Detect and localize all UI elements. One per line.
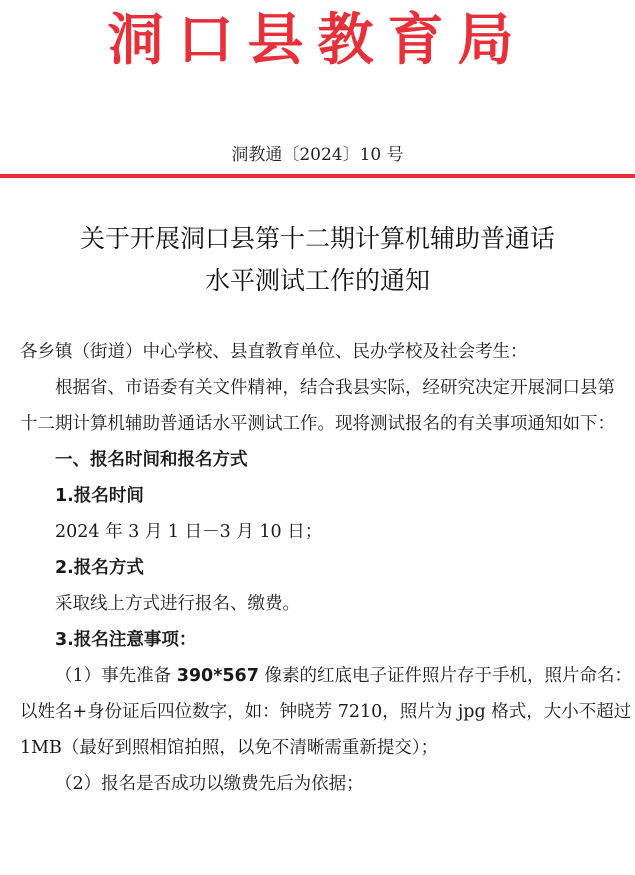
note-item-1 — [20, 658, 632, 766]
title-line-2: 水平测试工作的通知 — [204, 266, 430, 295]
subheading-registration-notes: 3.报名注意事项： — [55, 630, 197, 650]
red-divider-line — [0, 174, 635, 178]
document-body — [20, 334, 632, 802]
intro-paragraph: 根据省、市语委有关文件精神，结合我县实际，经研究决定开展洞口县第十二期计算机辅助普通话水平测试工作。现将测试报名的有关事项通知如下： — [20, 378, 615, 434]
note-item-1-prefix: （1）事先准备 — [55, 666, 177, 686]
registration-time-text: 2024 年 3 月 1 日－3 月 10 日； — [55, 522, 323, 542]
subheading-registration-method: 2.报名方式 — [55, 558, 144, 578]
document-number: 洞教通〔2024〕10 号 — [231, 145, 404, 165]
note-item-2: （2）报名是否成功以缴费先后为依据； — [55, 774, 364, 794]
org-masthead: 洞口县教育局 — [107, 7, 528, 73]
note-item-1-text: 像素的红底电子证件照片存于手机，照片命名：以姓名+身份证后四位数字，如：钟晓芳 7210，照片为 jpg 格式，大小不超过 1MB（最好到照相馆拍照，以免不清晰需重新提交）； — [20, 666, 632, 758]
document-title — [0, 218, 635, 302]
title-line-1: 关于开展洞口县第十二期计算机辅助普通话 — [79, 224, 555, 253]
section-heading-1: 一、报名时间和报名方式 — [55, 450, 248, 470]
photo-size: 390*567 — [176, 666, 259, 686]
salutation: 各乡镇（街道）中心学校、县直教育单位、民办学校及社会考生： — [20, 342, 528, 362]
subheading-registration-time: 1.报名时间 — [55, 486, 144, 506]
registration-method-text: 采取线上方式进行报名、缴费。 — [55, 594, 300, 614]
